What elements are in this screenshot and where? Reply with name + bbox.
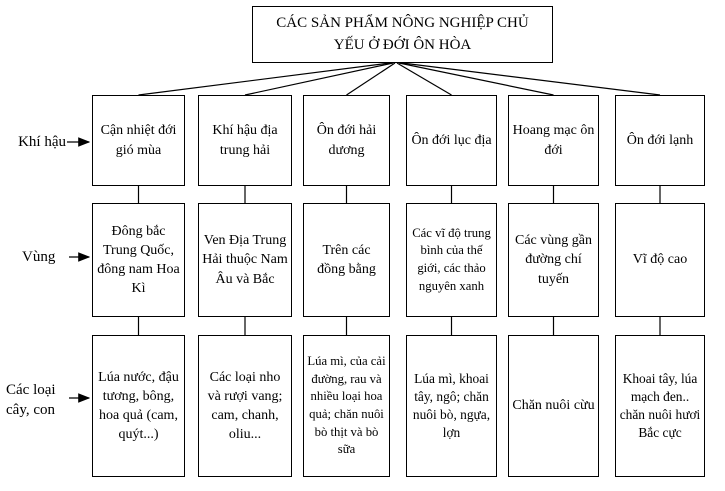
climate-box-col2: Khí hậu địa trung hải <box>198 95 292 186</box>
fan-lines <box>139 63 661 95</box>
products-box-col5: Chăn nuôi cừu <box>508 335 599 477</box>
row-label-products-line2: cây, con <box>6 401 55 418</box>
climate-box-col5: Hoang mạc ôn đới <box>508 95 599 186</box>
row1-row2-connectors <box>139 186 661 203</box>
products-box-col1: Lúa nước, đậu tương, bông, hoa quả (cam, quýt...) <box>92 335 185 477</box>
climate-box-col4: Ôn đới lục địa <box>406 95 497 186</box>
region-box-col5: Các vùng gần đường chí tuyến <box>508 203 599 317</box>
products-box-col4: Lúa mì, khoai tây, ngô; chăn nuôi bò, ngựa, lợn <box>406 335 497 477</box>
region-box-col6: Vĩ độ cao <box>615 203 705 317</box>
products-box-col3: Lúa mì, của cải đường, rau và nhiều loại hoa quả; chăn nuôi bò thịt và bò sữa <box>303 335 390 477</box>
region-box-col4: Các vĩ độ trung bình của thế giới, các thảo nguyên xanh <box>406 203 497 317</box>
climate-box-col1: Cận nhiệt đới gió mùa <box>92 95 185 186</box>
row-label-products <box>6 381 72 420</box>
region-box-col3: Trên các đồng bằng <box>303 203 390 317</box>
climate-box-col6: Ôn đới lạnh <box>615 95 705 186</box>
diagram-title: CÁC SẢN PHẨM NÔNG NGHIỆP CHỦ YẾU Ở ĐỚI ÔN HÒA <box>252 6 553 63</box>
label-arrows <box>67 142 89 398</box>
row-label-products-line1: Các loại <box>6 382 56 398</box>
climate-box-col3: Ôn đới hải dương <box>303 95 390 186</box>
row2-row3-connectors <box>139 317 661 335</box>
row-label-region: Vùng <box>22 249 56 265</box>
products-box-col2: Các loại nho và rượi vang; cam, chanh, oliu... <box>198 335 292 477</box>
region-box-col2: Ven Địa Trung Hải thuộc Nam Âu và Bắc <box>198 203 292 317</box>
row-label-climate: Khí hậu <box>18 134 66 150</box>
region-box-col1: Đông bắc Trung Quốc, đông nam Hoa Kì <box>92 203 185 317</box>
products-box-col6: Khoai tây, lúa mạch đen.. chăn nuôi hươi Bắc cực <box>615 335 705 477</box>
